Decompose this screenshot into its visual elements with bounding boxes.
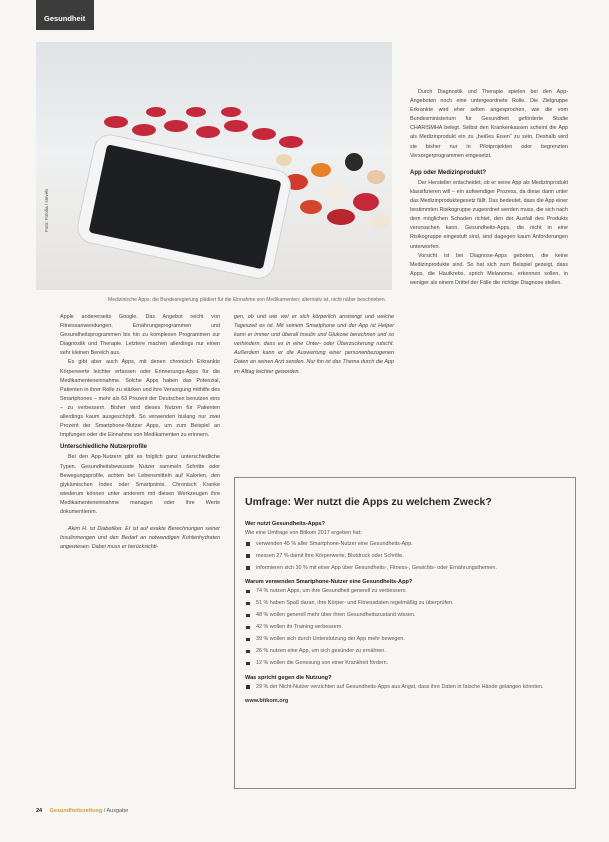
survey-list-who bbox=[245, 540, 565, 573]
page-number: 24 bbox=[36, 808, 43, 814]
list-item: verwenden 45 % aller Smartphone-Nutzer eine Gesundheits-App. bbox=[245, 540, 565, 549]
page-footer bbox=[36, 808, 128, 814]
paragraph: Der Hersteller entscheidet, ob er seine App als Medizinprodukt klassifizieren will – ein aufwendiger Prozess, da diese dann unter das Medizinproduktegesetz fällt. Das bedeutet, dass die App einer bestimmten Risikogruppe zugeordnet werden muss, die sich nach dem möglichen Schaden richtet, den der Ausfall des Produkts verursachen kann. Gesundheits-Apps, die nicht in eine Risikogruppe eingestuft sind, sind dagegen kaum Anforderungen unterworfen. bbox=[410, 179, 568, 250]
list-item: 48 % wollen generell mehr über ihren Gesundheitszustand wissen. bbox=[245, 611, 565, 620]
survey-box bbox=[234, 477, 576, 789]
section-label: Gesundheit bbox=[44, 14, 86, 23]
photo-credit: Foto: Fotolia / steveb bbox=[44, 189, 49, 232]
list-item: 26 % nutzen eine App, um sich gesünder zu ernähren. bbox=[245, 647, 565, 656]
paragraph: Apple andererseits Google. Das Angebot reicht von Fitnessanwendungen, Ernährungsprogrammen und Gesundheitsprogrammen bis hin zu komplexen Programmen zur Diagnostik und Therapie. Letztere machen allerdings nur einen sehr kleinen Bereich aus. bbox=[60, 314, 220, 357]
paragraph: gen, ob und wie viel er sich körperlich anstrengt und welche Tageszeit es ist. Mit seinem Smartphone und der App ist Helper kann er immer und überall Insulin und Glukose berechnen und so verhindern, dass es in eine Unter- oder Überzuckerung rutscht. Außerdem kann er die Auswertung einer personenbezogenen Daten an seinen Arzt senden. Nur ihn ist das Thema durch die App im Alltag leichter geworden. bbox=[234, 314, 394, 375]
left-column bbox=[60, 313, 220, 552]
survey-subheading: Warum verwenden Smartphone-Nutzer eine Gesundheits-App? bbox=[245, 579, 413, 585]
list-item: 51 % haben Spaß daran, ihre Körper- und Fitnessdaten regelmäßig zu überprüfen. bbox=[245, 599, 565, 608]
paragraph: Bei den App-Nutzern gibt es folglich ganz unterschiedliche Typen. Gesundheitsbewusste Nutzer sammeln Schritte oder Bewegungsprofile, achten bei Lebensmitteln auf Kalorien, den glykämischen Index oder Smartpoints. Chronisch Kranke wiederum können unter anderem mit diesen Werkzeugen ihre Medikamenteneinnahme managen oder ihre Werte dokumentieren. bbox=[60, 454, 220, 515]
photo-caption: Medizinische Apps: die Bundesregierung plädiert für die Einnahme von Medikamenten; alternativ ist, nicht näher beschrieben. bbox=[108, 297, 386, 303]
survey-subheading: Was spricht gegen die Nutzung? bbox=[245, 674, 332, 681]
list-item: 12 % wollen die Genesung von einer Krankheit fördern. bbox=[245, 659, 565, 668]
list-item: 42 % wollen ihr Training verbessern. bbox=[245, 623, 565, 632]
survey-list-against bbox=[245, 683, 565, 692]
list-item: 29 % der Nicht-Nutzer verzichten auf Gesundheits-Apps aus Angst, dass ihre Daten in falsche Hände gelangen könnten. bbox=[245, 683, 565, 692]
subheading: Unterschiedliche Nutzerprofile bbox=[60, 444, 148, 451]
paragraph: Vorsicht ist bei Diagnose-Apps geboten, die keine Medizinprodukte sind. So hat sich zum Beispiel gezeigt, dass Apps, die Hautkrebs, sprich Melanome, erkennen sollen, in weniger als einem Drittel der Fälle die richtige Diagnose stellen. bbox=[410, 252, 568, 286]
article-photo bbox=[36, 42, 392, 290]
smartphone bbox=[75, 132, 293, 281]
middle-column bbox=[234, 313, 394, 377]
survey-intro: Wie eine Umfrage von Bitkom 2017 ergeben hat: bbox=[245, 530, 362, 536]
right-column bbox=[410, 88, 568, 288]
list-item: informieren sich 30 % mit einer App über Gesundheits-, Fitness-, Gewichts- oder Ernährungsthemen. bbox=[245, 564, 565, 573]
survey-title: Umfrage: Wer nutzt die Apps zu welchem Zweck? bbox=[245, 496, 492, 508]
survey-list-why bbox=[245, 587, 565, 668]
section-tab bbox=[36, 0, 94, 30]
issue-label: / Ausgabe bbox=[103, 808, 129, 814]
survey-subheading: Wer nutzt Gesundheits-Apps? bbox=[245, 521, 326, 527]
pills-and-phone-illustration bbox=[36, 42, 392, 290]
list-item: messen 27 % damit ihre Körperwerte, Blutdruck oder Schritte. bbox=[245, 552, 565, 561]
list-item: 39 % wollen sich durch Unterstützung der App mehr bewegen. bbox=[245, 635, 565, 644]
list-item: 74 % nutzen Apps, um ihre Gesundheit generell zu verbessern. bbox=[245, 587, 565, 596]
capsules bbox=[276, 153, 390, 229]
magazine-name: Gesundheitszeitung bbox=[49, 808, 103, 814]
paragraph: Durch Diagnostik und Therapie spielen bei den App-Angeboten noch eine untergeordnete Rolle. Die Zielgruppe Erkrankte wird eher selten angesprochen, wie die vom Bundesministerium für Gesundheit geförderte Studie CHARISMHA belegt. Selbst den Krankenkassen scheint die App als Medizinprodukt ein zu „heißes Eisen“ zu sein. Deshalb wird sie bisher nur in Pilotprojekten oder begrenzten Versorgerprogrammen eingesetzt. bbox=[410, 89, 568, 159]
subheading: App oder Medizinprodukt? bbox=[410, 169, 486, 176]
paragraph: Es gibt aber auch Apps, mit denen chronisch Erkrankte Körperwerte leichter erfassen oder Erinnerungs-Apps für die Medikamenteneinnahme. Solche Apps haben das Potenzial, Patienten in ihrer Rolle zu stärken und ihre Versorgung mithilfe des Smartphones – mehr als 63 Prozent der Deutschen benutzen eins – zu verbessern. Bisher wird dieses Nutzen für Patienten allerdings kaum ausgeschöpft. So verwenden bislang nur zwei Prozent der Smartphone-Nutzer Apps, um zum Beispiel an Impfungen oder die Einnahme von Medikamenten zu erinnern. bbox=[60, 359, 220, 439]
paragraph: Akim H. ist Diabetiker. Er ist auf exakte Berechnungen seiner Insulinmengen und den Bedarf an notwendigen Kohlenhydraten angewiesen. Dabei muss er berücksichti- bbox=[60, 526, 220, 551]
source-link[interactable]: www.bitkom.org bbox=[245, 698, 289, 704]
